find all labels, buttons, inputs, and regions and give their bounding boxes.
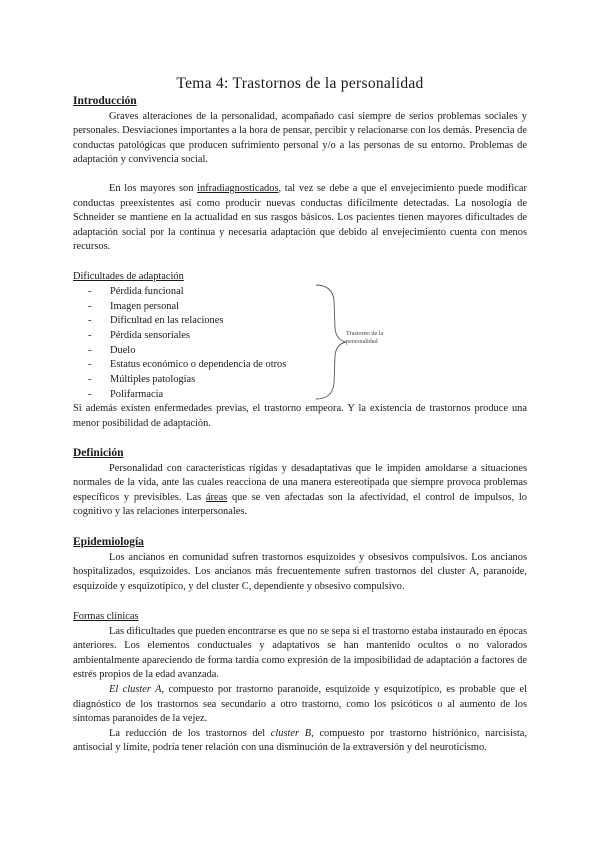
difficulties-heading: Dificultades de adaptación: [73, 271, 184, 282]
intro-section: [73, 94, 527, 255]
epidemiology-heading: Epidemiología: [73, 536, 144, 548]
difficulties-closing: [73, 402, 527, 431]
definition-section: [73, 446, 527, 520]
epidemiology-section: [73, 535, 527, 594]
definition-p-after: que se ven afectadas son la afectividad, el control de impulsos, lo cognitivo y las relaciones interpersonales.: [73, 491, 527, 518]
list-item: - Dificultad en las relaciones: [88, 314, 348, 329]
clinical-p3-before: La reducción de los trastornos del: [109, 727, 271, 739]
epidemiology-paragraph: Los ancianos en comunidad sufren trastornos esquizoides y obsesivos compulsivos. Los ancianos hospitalizados, esquizoides. Los ancianos más frecuentemente sufren trastornos del cluster A, paranoide, esquizoide y esquizotípico, y del cluster C, dependiente y obsesivo compulsivo.: [73, 551, 527, 592]
intro-paragraph-2: [73, 182, 527, 255]
clinical-paragraph-2: [73, 683, 527, 727]
list-item: - Pérdida sensoriales: [88, 329, 348, 344]
list-item: - Imagen personal: [88, 300, 348, 315]
definition-p-underlined: áreas: [205, 491, 228, 503]
definition-paragraph: [73, 462, 527, 520]
intro-p2-after: , tal vez se debe a que el envejecimiento puede modificar conductas preexistentes así como producir nuevas conductas difícilmente detectadas. La nosología de Schneider se mantiene en la actualidad en sus rasgos básicos. Los pacientes tienen mayores dificultades de adaptación social por la continua y necesaria adaptación que debido al envejecimiento cuenta con menos recursos.: [73, 182, 527, 253]
intro-heading: Introducción: [73, 95, 137, 107]
brace-note: Trastorno de la personalidad: [346, 330, 384, 345]
list-item: - Duelo: [88, 344, 348, 359]
difficulties-list: [88, 285, 348, 403]
page-title: Tema 4: Trastornos de la personalidad: [176, 75, 424, 92]
list-item: - Múltiples patologías: [88, 373, 348, 388]
intro-p2-underlined: infradiagnosticados: [197, 182, 279, 194]
clinical-section: [73, 610, 527, 756]
clinical-p3-after: , compuesto por trastorno histriónico, narcisista, antisocial y límite, podría tener relación con una disminución de la extraversión y del neuroticismo.: [73, 727, 527, 754]
intro-p2-before: En los mayores son: [109, 182, 198, 194]
list-item: - Estatus económico o dependencia de otros: [88, 358, 348, 373]
clinical-p2-italic: El cluster A: [109, 683, 162, 695]
clinical-p3-italic: cluster B: [270, 727, 312, 739]
clinical-p2-rest: , compuesto por trastorno paranoide, esquizoide y esquizotípico, es probable que el diagnóstico de los trastornos sea secundario a otro trastorno, como los psicóticos o al aumento de los síntomas paranoides de la vejez.: [73, 683, 527, 725]
clinical-heading: Formas clínicas: [73, 611, 139, 622]
difficulties-closing-text: Si además existen enfermedades previas, el trastorno empeora. Y la existencia de trastornos produce una menor posibilidad de adaptación.: [73, 403, 527, 429]
clinical-paragraph-1: Las dificultades que pueden encontrarse es que no se sepa si el trastorno estaba instaurado en épocas anteriores. Los elementos conductuales y adaptativos se han mantenido ocultos o no valorados ambientalmente apareciendo de forma tardía como expresión de la imposibilidad de adaptación a factores de estrés propios de la edad avanzada.: [73, 625, 527, 681]
clinical-paragraph-3: [73, 727, 527, 756]
intro-paragraph-1: Graves alteraciones de la personalidad, acompañado casi siempre de serios problemas sociales y personales. Desviaciones importantes a la hora de pensar, percibir y relacionarse con los demás. Presencia de conductas patológicas que producen sufrimiento personal y/o a las personas de su entorno. Problemas de adaptación y convivencia social.: [73, 110, 527, 166]
list-item: - Pérdida funcional: [88, 285, 348, 300]
definition-p-before: Personalidad con características rígidas y desadaptativas que le impiden amoldarse a situaciones normales de la vida, ante las cuales reacciona de una manera estereotipada que siempre provoca problemas específicos y previsibles. Las: [73, 462, 527, 503]
definition-heading: Definición: [73, 447, 124, 459]
list-item: - Polifarmacia: [88, 388, 348, 403]
